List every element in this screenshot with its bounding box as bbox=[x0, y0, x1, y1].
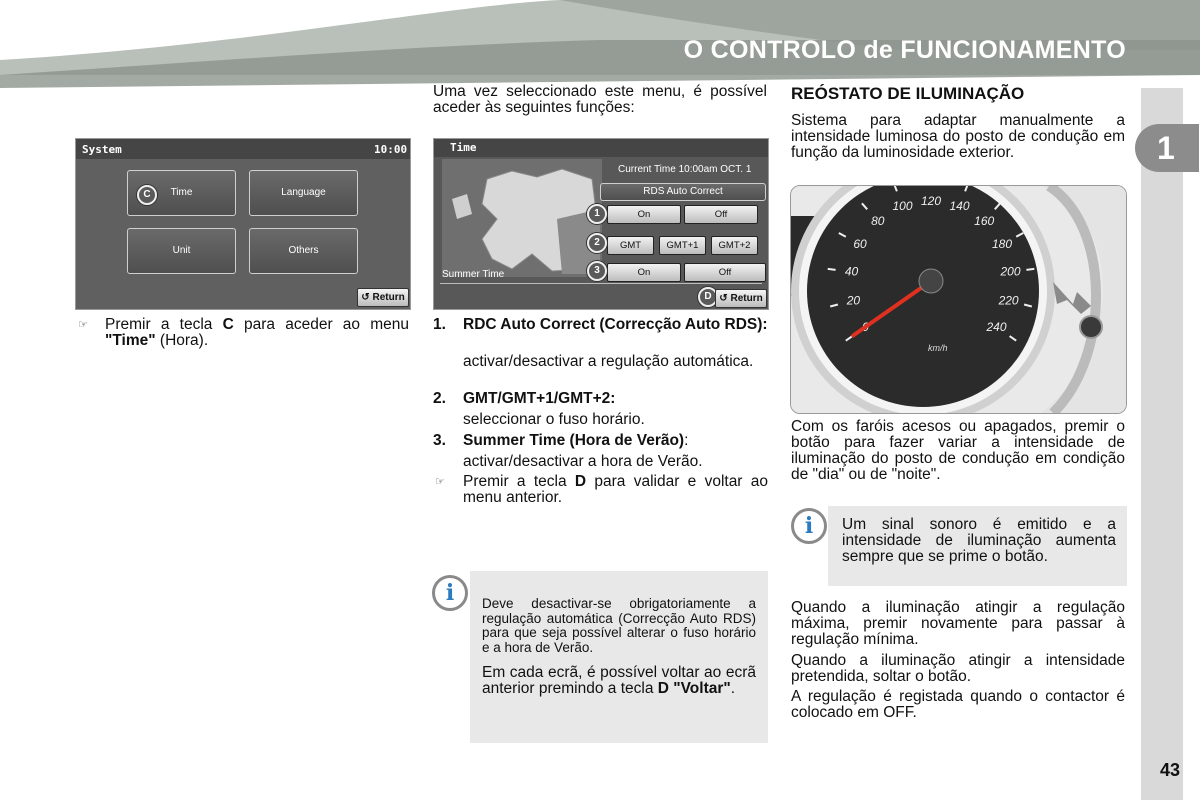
gauge-tick-mark bbox=[828, 269, 836, 270]
gauge-tick-label: 80 bbox=[871, 214, 885, 229]
marker-2: 2 bbox=[587, 233, 607, 253]
item-1-desc: activar/desactivar a regulação automática. bbox=[463, 353, 754, 370]
europe-map bbox=[442, 159, 602, 277]
dimmer-button[interactable] bbox=[1080, 316, 1102, 338]
time-screen-title: Time bbox=[450, 141, 477, 154]
system-screen-clock: 10:00 bbox=[374, 143, 408, 156]
speedometer-gauge bbox=[791, 186, 1126, 413]
col2-bullet-text: Premir a tecla D para validar e voltar ao menu anterior. bbox=[463, 473, 769, 506]
system-screen bbox=[75, 138, 411, 310]
page-title: O CONTROLO de FUNCIONAMENTO bbox=[683, 36, 1126, 64]
speedometer-image bbox=[790, 185, 1127, 414]
rheostat-p1: Com os faróis acesos ou apagados, premir o botão para fazer variar a intensidade de iluminação do posto de condução em condição de "dia" ou de "noite". bbox=[791, 418, 1125, 483]
page-number: 43 bbox=[1160, 760, 1181, 780]
info-icon: i bbox=[791, 508, 827, 544]
rheostat-p4: A regulação é registada quando o contactor é colocado em OFF. bbox=[791, 688, 1125, 721]
gauge-tick-label: 220 bbox=[998, 293, 1019, 308]
marker-1: 1 bbox=[587, 204, 607, 224]
rheostat-p3: Quando a iluminação atingir a intensidade pretendida, soltar o botão. bbox=[791, 652, 1125, 685]
chapter-tab: 1 bbox=[1135, 124, 1199, 172]
gauge-tick-label: 240 bbox=[986, 319, 1007, 334]
rheostat-heading: REÓSTATO DE ILUMINAÇÃO bbox=[791, 84, 1025, 103]
gmt-button[interactable]: GMT bbox=[607, 236, 654, 255]
hand-icon: ☞ bbox=[435, 476, 445, 488]
rheostat-p2: Quando a iluminação atingir a regulação máxima, premir novamente para passar à regulação mínima. bbox=[791, 599, 1125, 648]
item-2-title: GMT/GMT+1/GMT+2: bbox=[463, 390, 616, 407]
item-2-desc: seleccionar o fuso horário. bbox=[463, 411, 645, 428]
summer-time-label: Summer Time bbox=[442, 269, 505, 280]
info-voltar-p1: Deve desactivar-se obrigatoriamente a regulação automática (Correcção Auto RDS) para que seja possível alterar o fuso horário e a hora de Verão. bbox=[482, 596, 756, 655]
gauge-tick-label: 20 bbox=[846, 293, 861, 308]
others-button[interactable]: Others bbox=[249, 228, 358, 274]
info-icon: i bbox=[432, 575, 468, 611]
gauge-tick-mark bbox=[1026, 269, 1034, 270]
gauge-tick-label: 100 bbox=[892, 199, 913, 214]
summer-off-button[interactable]: Off bbox=[684, 263, 766, 282]
return-button[interactable]: ↺ Return bbox=[357, 288, 409, 307]
time-screen bbox=[433, 138, 769, 310]
gauge-tick-label: 200 bbox=[1000, 264, 1021, 279]
info-voltar-p2: Em cada ecrã, é possível voltar ao ecrã anterior premindo a tecla D "Voltar". bbox=[482, 664, 756, 697]
gauge-tick-label: 40 bbox=[844, 264, 859, 279]
return-button[interactable]: ↺ Return bbox=[715, 289, 767, 308]
item-1-title: RDC Auto Correct (Correcção Auto RDS): bbox=[463, 316, 768, 333]
gmt2-button[interactable]: GMT+2 bbox=[711, 236, 758, 255]
rds-auto-correct-label: RDS Auto Correct bbox=[600, 183, 766, 201]
gauge-tick-label: 140 bbox=[949, 199, 970, 214]
item-1-num: 1. bbox=[433, 316, 446, 333]
item-2-num: 2. bbox=[433, 390, 446, 407]
col2-intro: Uma vez seleccionado este menu, é possível aceder às seguintes funções: bbox=[433, 83, 767, 116]
gauge-tick-label: 120 bbox=[920, 194, 942, 208]
return-label: Return bbox=[372, 292, 405, 303]
item-3-title: Summer Time (Hora de Verão): bbox=[463, 432, 689, 449]
chapter-sidebar bbox=[1141, 88, 1183, 800]
gauge-tick-label: 180 bbox=[991, 237, 1013, 252]
gauge-tick-label: 60 bbox=[853, 237, 867, 252]
system-screen-title: System bbox=[82, 143, 122, 156]
rds-on-button[interactable]: On bbox=[607, 205, 681, 224]
time-button[interactable]: Time bbox=[127, 170, 236, 216]
gmt1-button[interactable]: GMT+1 bbox=[659, 236, 706, 255]
marker-c: C bbox=[137, 185, 157, 205]
return-label: Return bbox=[730, 293, 763, 304]
summer-on-button[interactable]: On bbox=[607, 263, 681, 282]
col1-bullet-text: Premir a tecla C para aceder ao menu "Time" (Hora). bbox=[105, 316, 410, 349]
marker-d: D bbox=[698, 287, 718, 307]
item-3-num: 3. bbox=[433, 432, 446, 449]
marker-3: 3 bbox=[587, 261, 607, 281]
unit-button[interactable]: Unit bbox=[127, 228, 236, 274]
current-time-label: Current Time 10:00am OCT. 1 bbox=[618, 164, 752, 175]
rds-off-button[interactable]: Off bbox=[684, 205, 758, 224]
item-3-desc: activar/desactivar a hora de Verão. bbox=[463, 453, 703, 470]
gauge-tick-label: 160 bbox=[974, 214, 995, 229]
info-sound-text: Um sinal sonoro é emitido e a intensidade de iluminação aumenta sempre que se prime o botão. bbox=[842, 516, 1116, 565]
gauge-unit: km/h bbox=[928, 343, 948, 353]
hand-icon: ☞ bbox=[78, 319, 88, 331]
language-button[interactable]: Language bbox=[249, 170, 358, 216]
rheostat-intro: Sistema para adaptar manualmente a intensidade luminosa do posto de condução em função da luminosidade exterior. bbox=[791, 112, 1125, 161]
